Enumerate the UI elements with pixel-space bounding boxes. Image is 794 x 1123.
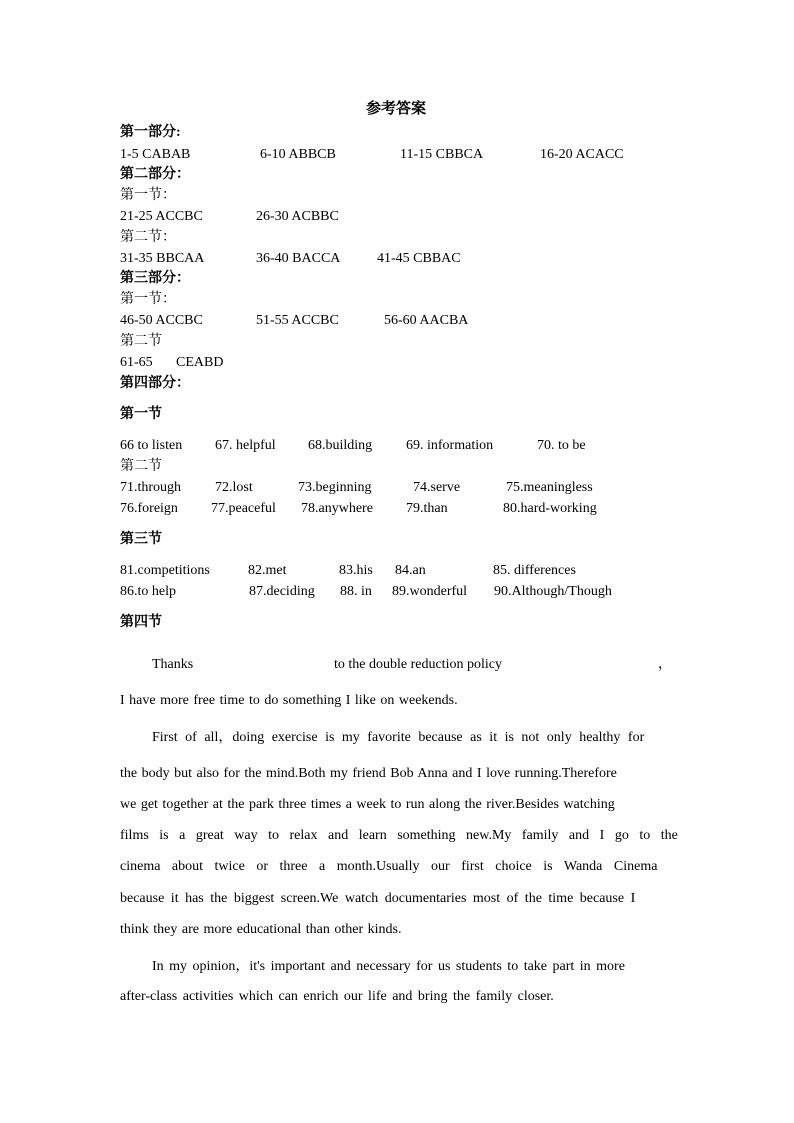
answer-item: 89.wonderful [392, 584, 468, 599]
answer-group: 11-15 CBBCA [400, 147, 484, 162]
answer-item: 82.met [248, 563, 287, 578]
answer-group: 16-20 ACACC [540, 147, 624, 162]
section-heading: 第三节 [120, 532, 162, 547]
answer-item: 78.anywhere [301, 501, 373, 516]
essay-text: Thanks [152, 657, 194, 672]
answer-item: 75.meaningless [506, 480, 593, 495]
part3-heading: 第三部分： [120, 271, 190, 286]
essay-text: I have more free time to do something I like on weekends. [120, 693, 458, 708]
section-heading: 第一节 [120, 407, 162, 422]
answer-item: 66 to listen [120, 438, 183, 453]
part1-heading: 第一部分: [120, 125, 181, 140]
essay-text: to the double reduction policy [334, 657, 502, 672]
essay-line: cinema about twice or three a month.Usually our first choice is Wanda Cinema [120, 859, 658, 874]
section-heading: 第二节 [120, 459, 162, 474]
answer-item: 90.Although/Though [494, 584, 612, 599]
section-heading: 第二节： [120, 230, 176, 245]
answer-item: 67. helpful [215, 438, 276, 453]
answer-item: 87.deciding [249, 584, 315, 599]
answer-item: 72.lost [215, 480, 253, 495]
answer-item: 69. information [406, 438, 494, 453]
part2-heading: 第二部分： [120, 167, 190, 182]
essay-line: the body but also for the mind.Both my friend Bob Anna and I love running.Therefore [120, 766, 617, 781]
answer-group: CEABD [176, 355, 224, 370]
answer-item: 74.serve [413, 480, 461, 495]
essay-line: because it has the biggest screen.We watch documentaries most of the time because I [120, 891, 636, 906]
answer-item: 83.his [339, 563, 373, 578]
answer-item: 86.to help [120, 584, 176, 599]
answer-item: 84.an [395, 563, 426, 578]
answer-group: 36-40 BACCA [256, 251, 341, 266]
essay-line: films is a great way to relax and learn something new.My family and I go to the [120, 828, 678, 843]
answer-group: 56-60 AACBA [384, 313, 469, 328]
answer-item: 80.hard-working [503, 501, 597, 516]
answer-item: 68.building [308, 438, 373, 453]
essay-line: after-class activities which can enrich our life and bring the family closer. [120, 989, 554, 1004]
answer-group: 46-50 ACCBC [120, 313, 203, 328]
essay-line: First of all，doing exercise is my favorite because as it is not only healthy for [152, 730, 645, 745]
essay-text: ， [658, 657, 672, 672]
answer-group: 21-25 ACCBC [120, 209, 203, 224]
answer-item: 77.peaceful [211, 501, 276, 516]
answer-group: 31-35 BBCAA [120, 251, 205, 266]
answer-range: 61-65 [120, 355, 153, 370]
answer-item: 73.beginning [298, 480, 372, 495]
answer-item: 71.through [120, 480, 182, 495]
page-title: 参考答案 [366, 101, 427, 117]
answer-item: 70. to be [537, 438, 586, 453]
answer-item: 81.competitions [120, 563, 210, 578]
part4-heading: 第四部分： [120, 376, 190, 391]
section-heading: 第一节： [120, 292, 176, 307]
answer-group: 41-45 CBBAC [377, 251, 461, 266]
answer-item: 79.than [406, 501, 448, 516]
section-heading: 第一节： [120, 188, 176, 203]
essay-line: we get together at the park three times a week to run along the river.Besides watching [120, 797, 615, 812]
section-heading: 第二节 [120, 334, 162, 349]
answer-item: 76.foreign [120, 501, 178, 516]
answer-group: 51-55 ACCBC [256, 313, 339, 328]
answer-group: 26-30 ACBBC [256, 209, 339, 224]
answer-group: 6-10 ABBCB [260, 147, 336, 162]
essay-line: In my opinion，it's important and necessary for us students to take part in more [152, 959, 625, 974]
essay-line: think they are more educational than other kinds. [120, 922, 402, 937]
answer-item: 85. differences [493, 563, 576, 578]
answer-item: 88. in [340, 584, 372, 599]
section-heading: 第四节 [120, 615, 162, 630]
answer-group: 1-5 CABAB [120, 147, 191, 162]
